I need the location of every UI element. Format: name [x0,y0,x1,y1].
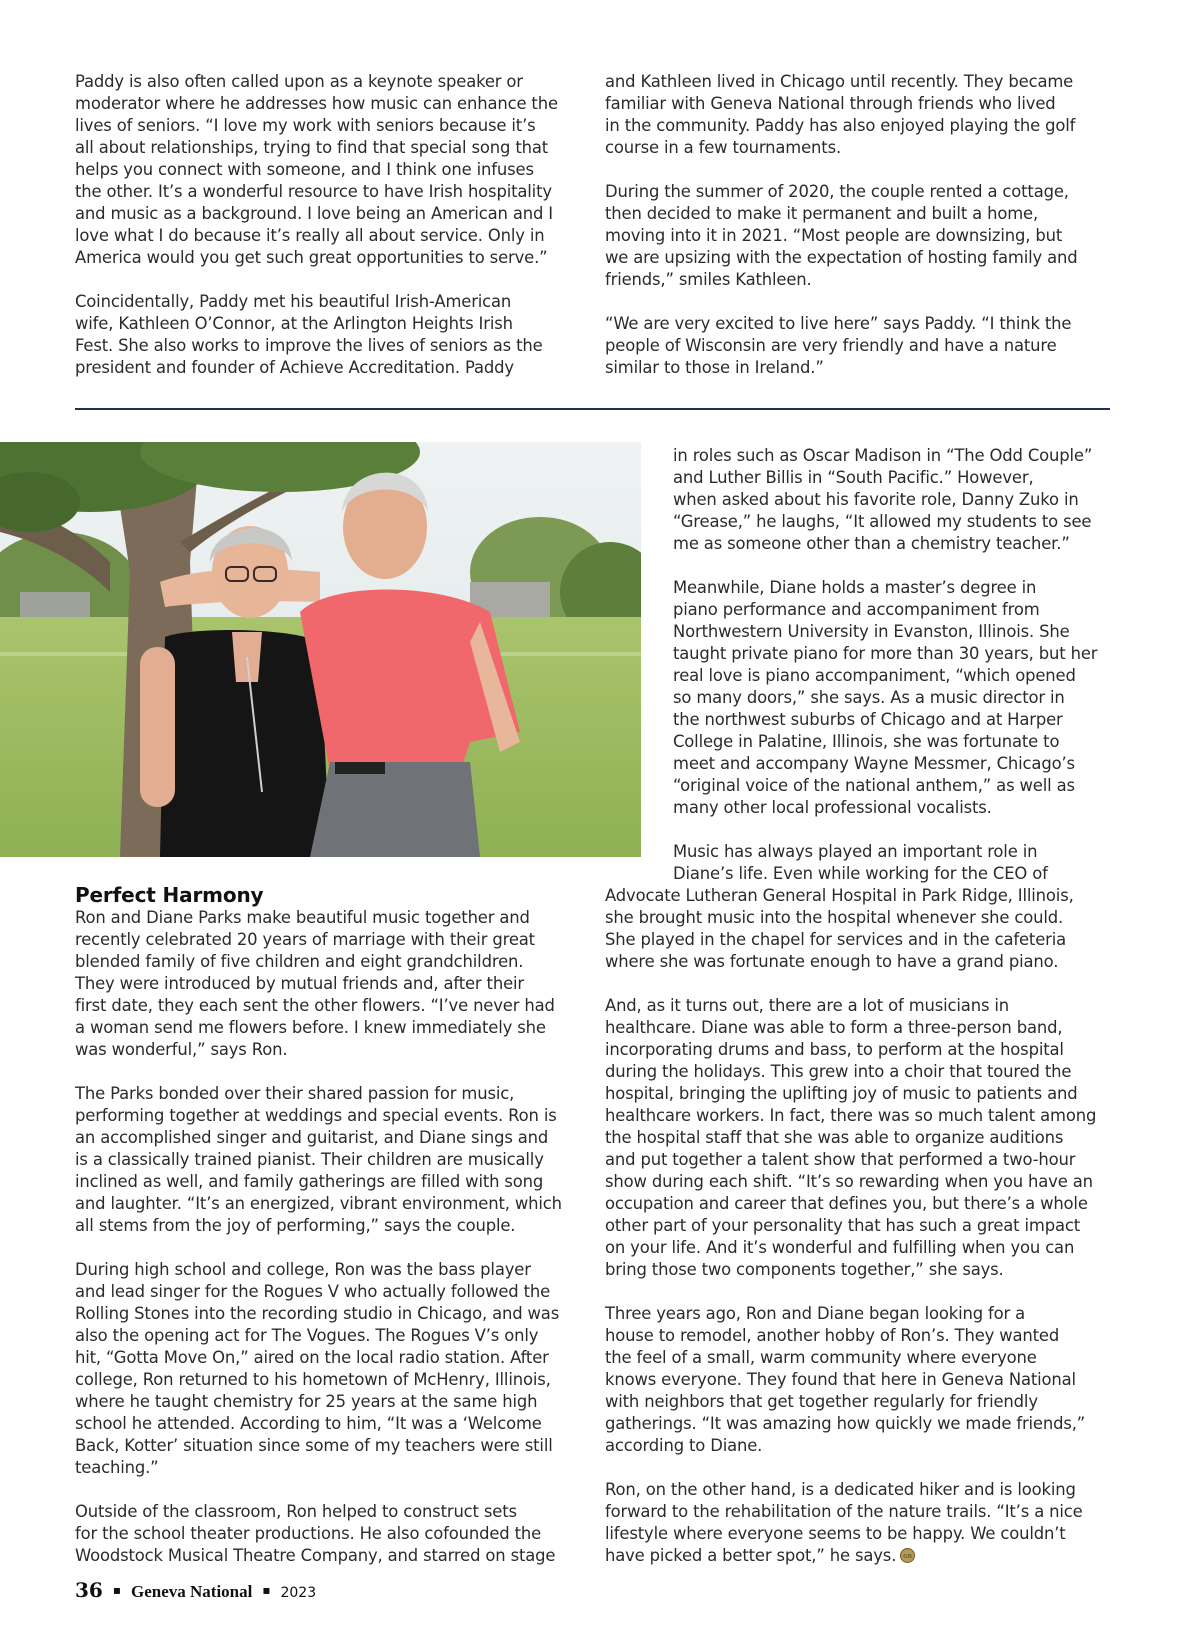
top-right-column [605,71,1105,379]
paragraph: And, as it turns out, there are a lot of musicians in healthcare. Diane was able to form a three-person band, incorporating drums and bass, to perform at the hospital during the holidays. This grew into a choir that toured the hospital, bringing the uplifting joy of music to patients and healthcare workers. In fact, there was so much talent among the hospital staff that she was able to organize auditions and put together a talent show that performed a two-hour show during each shift. “It’s so rewarding when you have an occupation and career that defines you, but there’s a whole other part of your personality that has such a great impact on your life. And it’s wonderful and fulfilling when you can bring those two components together,” she says. [605,996,1097,1279]
paragraph: During the summer of 2020, the couple rented a cottage, then decided to make it permanent and built a home, moving into it in 2021. “Most people are downsizing, but we are upsizing with the expectation of hosting family and friends,” smiles Kathleen. [605,182,1078,289]
paragraph: The Parks bonded over their shared passion for music, performing together at weddings and special events. Ron is an accomplished singer and guitarist, and Diane sings and is a classically trained pianist. Their children are musically inclined as well, and family gatherings are filled with song and laughter. “It’s an energized, vibrant environment, which all stems from the joy of performing,” says the couple. [75,1084,562,1235]
paragraph-full-part: Advocate Lutheran General Hospital in Park Ridge, Illinois, she brought music into the hospital whenever she could. She played in the chapel for services and in the cafeteria where she was fortunate enough to have a grand piano. [605,886,1074,971]
couple-photo [0,442,641,857]
paragraph: Three years ago, Ron and Diane began looking for a house to remodel, another hobby of Ron’s. They wanted the feel of a small, warm community where everyone knows everyone. They found that here in Geneva National with neighbors that get together regularly for friendly gatherings. “It was amazing how quickly we made friends,” according to Diane. [605,1304,1086,1455]
paragraph: Meanwhile, Diane holds a master’s degree in piano performance and accompaniment from Northwestern University in Evanston, Illinois. She taught private piano for more than 30 years, but her real love is piano accompaniment, “which opened so many doors,” she says. As a music director in the northwest suburbs of Chicago and at Harper College in Palatine, Illinois, she was fortunate to meet and accompany Wayne Messmer, Chicago’s “original voice of the national anthem,” as well as many other local professional vocalists. [673,578,1098,817]
footer-separator: ▪ [112,1583,121,1597]
paragraph: Ron and Diane Parks make beautiful music together and recently celebrated 20 years of marriage with their great blended family of five children and eight grandchildren. They were introduced by mutual friends and, after their first date, they each sent the other flowers. “I’ve never had a woman send me flowers before. I knew immediately she was wonderful,” says Ron. [75,908,555,1059]
paragraph: Outside of the classroom, Ron helped to construct sets for the school theater productions. He also cofounded the Woodstock Musical Theatre Company, and starred on stage [75,1502,556,1565]
page-footer [75,1578,316,1608]
top-left-column [75,71,575,379]
gn-logo-icon [900,1547,915,1562]
section-divider [75,408,1110,410]
gn-logo-text: GN [903,1554,912,1560]
paragraph-indented-part: Music has always played an important role in Diane’s life. Even while working for the CEO of [673,842,1048,883]
paragraph: “We are very excited to live here” says Paddy. “I think the people of Wisconsin are very friendly and have a nature similar to those in Ireland.” [605,314,1072,377]
final-paragraph [605,1479,1115,1567]
paragraph: Paddy is also often called upon as a keynote speaker or moderator where he addresses how music can enhance the lives of seniors. “I love my work with seniors because it’s all about relationships, trying to find that special song that helps you connect with someone, and I think one infuses the other. It’s a wonderful resource to have Irish hospitality and music as a background. I love being an American and I love what I do because it’s really all about service. Only in America would you get such great opportunities to serve.” [75,72,558,267]
magazine-name: Geneva National [130,1582,253,1601]
footer-separator: ▪ [262,1583,271,1597]
page-number: 36 [75,1578,103,1602]
paragraph: and Kathleen lived in Chicago until recently. They became familiar with Geneva National through friends who lived in the community. Paddy has also enjoyed playing the golf course in a few tournaments. [605,72,1076,157]
bottom-left-column [75,883,585,1567]
paragraph [605,841,1115,973]
paragraph: in roles such as Oscar Madison in “The Odd Couple” and Luther Billis in “South Pacific.” However, when asked about his favorite role, Danny Zuko in “Grease,” he laughs, “It allowed my students to see me as someone other than a chemistry teacher.” [673,446,1093,553]
paragraph: During high school and college, Ron was the bass player and lead singer for the Rogues V who actually followed the Rolling Stones into the recording studio in Chicago, and was also the opening act for The Vogues. The Rogues V’s only hit, “Gotta Move On,” aired on the local radio station. After college, Ron returned to his hometown of McHenry, Illinois, where he taught chemistry for 25 years at the same high school he attended. According to him, “It was a ‘Welcome Back, Kotter’ situation since some of my teachers were still teaching.” [75,1260,560,1477]
bottom-right-column [605,445,1115,1567]
couple-photo-illustration [0,442,641,857]
section-heading: Perfect Harmony [75,883,264,907]
paragraph: Coincidentally, Paddy met his beautiful Irish-American wife, Kathleen O’Connor, at the Arlington Heights Irish Fest. She also works to improve the lives of seniors as the president and founder of Achieve Accreditation. Paddy [75,292,543,377]
final-paragraph-text: Ron, on the other hand, is a dedicated hiker and is looking forward to the rehabilitation of the nature trails. “It’s a nice lifestyle where everyone seems to be happy. We couldn’t have picked a better spot,” he says. [605,1480,1083,1565]
issue-year: 2023 [280,1585,317,1601]
